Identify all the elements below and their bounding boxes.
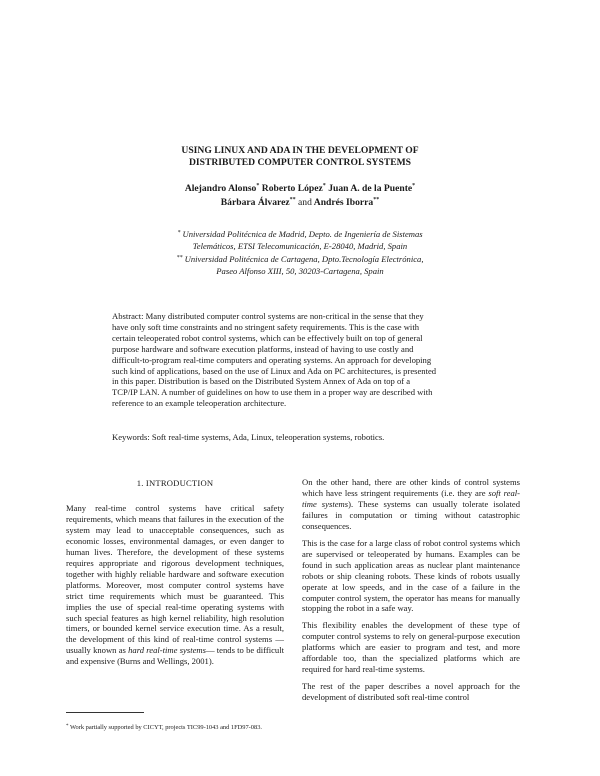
abstract-line: such kind of applications, based on the use of Linux and Ada on PC architectures, is presented: [112, 365, 437, 376]
author-name: Andrés Iborra: [313, 197, 374, 208]
author-mark: **: [373, 197, 380, 203]
body-paragraph: [66, 503, 284, 667]
author-conjunction: and: [298, 197, 312, 208]
affiliation-line: [90, 228, 510, 240]
emphasis-text: hard real-time systems: [128, 645, 206, 656]
affiliation-text: Universidad Politécnica de Madrid, Depto. de Ingeniería de Sistemas: [182, 229, 423, 239]
abstract-line: in this paper. Distribution is based on the Distributed System Annex of Ada on top of a: [112, 376, 411, 387]
affiliation-mark: *: [177, 230, 181, 236]
body-paragraph: [302, 477, 520, 532]
affiliation-line: Paseo Alfonso XIII, 50, 30203-Cartagena, Spain: [216, 266, 384, 277]
footnote-text: Work partially supported by CICYT, projects TIC99-1043 and 1FD97-083.: [69, 724, 262, 731]
author-line: [100, 182, 500, 196]
abstract-line: TCP/IP LAN. A number of guidelines on how to use them in a proper way are described with: [112, 387, 433, 398]
body-paragraph: The rest of the paper describes a novel approach for the development of distributed soft real-time control: [302, 681, 520, 703]
abstract-line: Abstract: Many distributed computer control systems are non-critical in the sense that they: [112, 311, 424, 321]
author-name: Roberto López: [261, 183, 323, 194]
author-name: Bárbara Álvarez: [220, 197, 290, 208]
emphasis-text: soft real-time systems: [302, 487, 520, 509]
abstract-line: certain teleoperated robot control systems, which can be effectively built on top of general: [112, 332, 423, 343]
author-mark: **: [289, 197, 296, 203]
abstract-line: purpose hardware and software execution platforms, instead of having to use costly and: [112, 343, 414, 354]
paragraph-text: ). These systems can usually tolerate isolated failures in computation or timing without catastrophic consequences.: [302, 498, 520, 531]
footnote-mark: *: [66, 724, 69, 729]
paragraph-text: On the other hand, there are other kinds of control systems which have less stringent requirements (i.e. they are: [302, 477, 520, 498]
author-line: [100, 196, 500, 210]
affiliation-mark: **: [176, 254, 183, 261]
body-paragraph: This is the case for a large class of robot control systems which are supervised or teleoperated by humans. Examples can be found in such application areas as nuclear plant maintenance robots or ship cleaning robots. These kinds of robots usually operate at low speeds, and in the case of a failure in the computer control system, the operator has means for manually stopping the robot in a safe way.: [302, 537, 520, 614]
abstract-line: difficult-to-program real-time computers and operating systems. An approach for developing: [112, 354, 432, 365]
footnote: [66, 723, 284, 732]
abstract-line: reference to an example teleoperation architecture.: [112, 398, 287, 409]
keywords: Keywords: Soft real-time systems, Ada, Linux, teleoperation systems, robotics.: [112, 432, 385, 442]
paper-title: [120, 145, 480, 169]
author-mark: *: [412, 183, 416, 189]
title-line: USING LINUX AND ADA IN THE DEVELOPMENT OF: [181, 145, 419, 156]
paragraph-text: — tends to be difficult and expensive (Burns and Wellings, 2001).: [66, 645, 284, 667]
author-mark: *: [322, 183, 326, 189]
author-mark: *: [256, 183, 260, 189]
footnote-divider: [66, 712, 144, 713]
body-paragraph: This flexibility enables the development of these type of computer control systems to rely on general-purpose execution platforms which are easier to program and test, and more affordable too, than the specialized platforms which are required for hard real-time systems.: [302, 620, 520, 675]
affiliations: [90, 228, 510, 278]
abstract-line: have only soft time constraints and no stringent safety requirements. This is the case with: [112, 321, 419, 332]
title-line: DISTRIBUTED COMPUTER CONTROL SYSTEMS: [188, 157, 412, 168]
abstract: [112, 311, 490, 409]
author-name: Juan A. de la Puente: [328, 183, 413, 194]
affiliation-line: Telemáticos, ETSI Telecomunicación, E-28040, Madrid, Spain: [192, 241, 408, 252]
section-heading: 1. INTRODUCTION: [136, 478, 214, 488]
author-name: Alejandro Alonso: [184, 183, 257, 194]
right-column: [302, 477, 520, 709]
affiliation-line: [90, 253, 510, 265]
paragraph-text: Many real-time control systems have critical safety requirements, which means that failures in the execution of the system may lead to unacceptable consequences, such as economic losses, environmental damages, or even danger to human lives. Therefore, the development of these systems requires appropriate and rigorous development techniques, together with highly reliable hardware and software execution platforms. Moreover, most computer control systems have strict time requirements which must be guaranteed. This implies the use of special real-time operating systems with such special features as high kernel reliability, high resolution timers, or bounded kernel service execution time. As a result, the development of this kind of real-time control systems —usually known as: [66, 503, 284, 656]
author-list: [100, 182, 500, 210]
affiliation-text: Universidad Politécnica de Cartagena, Dpto.Tecnología Electrónica,: [184, 253, 424, 264]
left-column: [66, 478, 284, 673]
